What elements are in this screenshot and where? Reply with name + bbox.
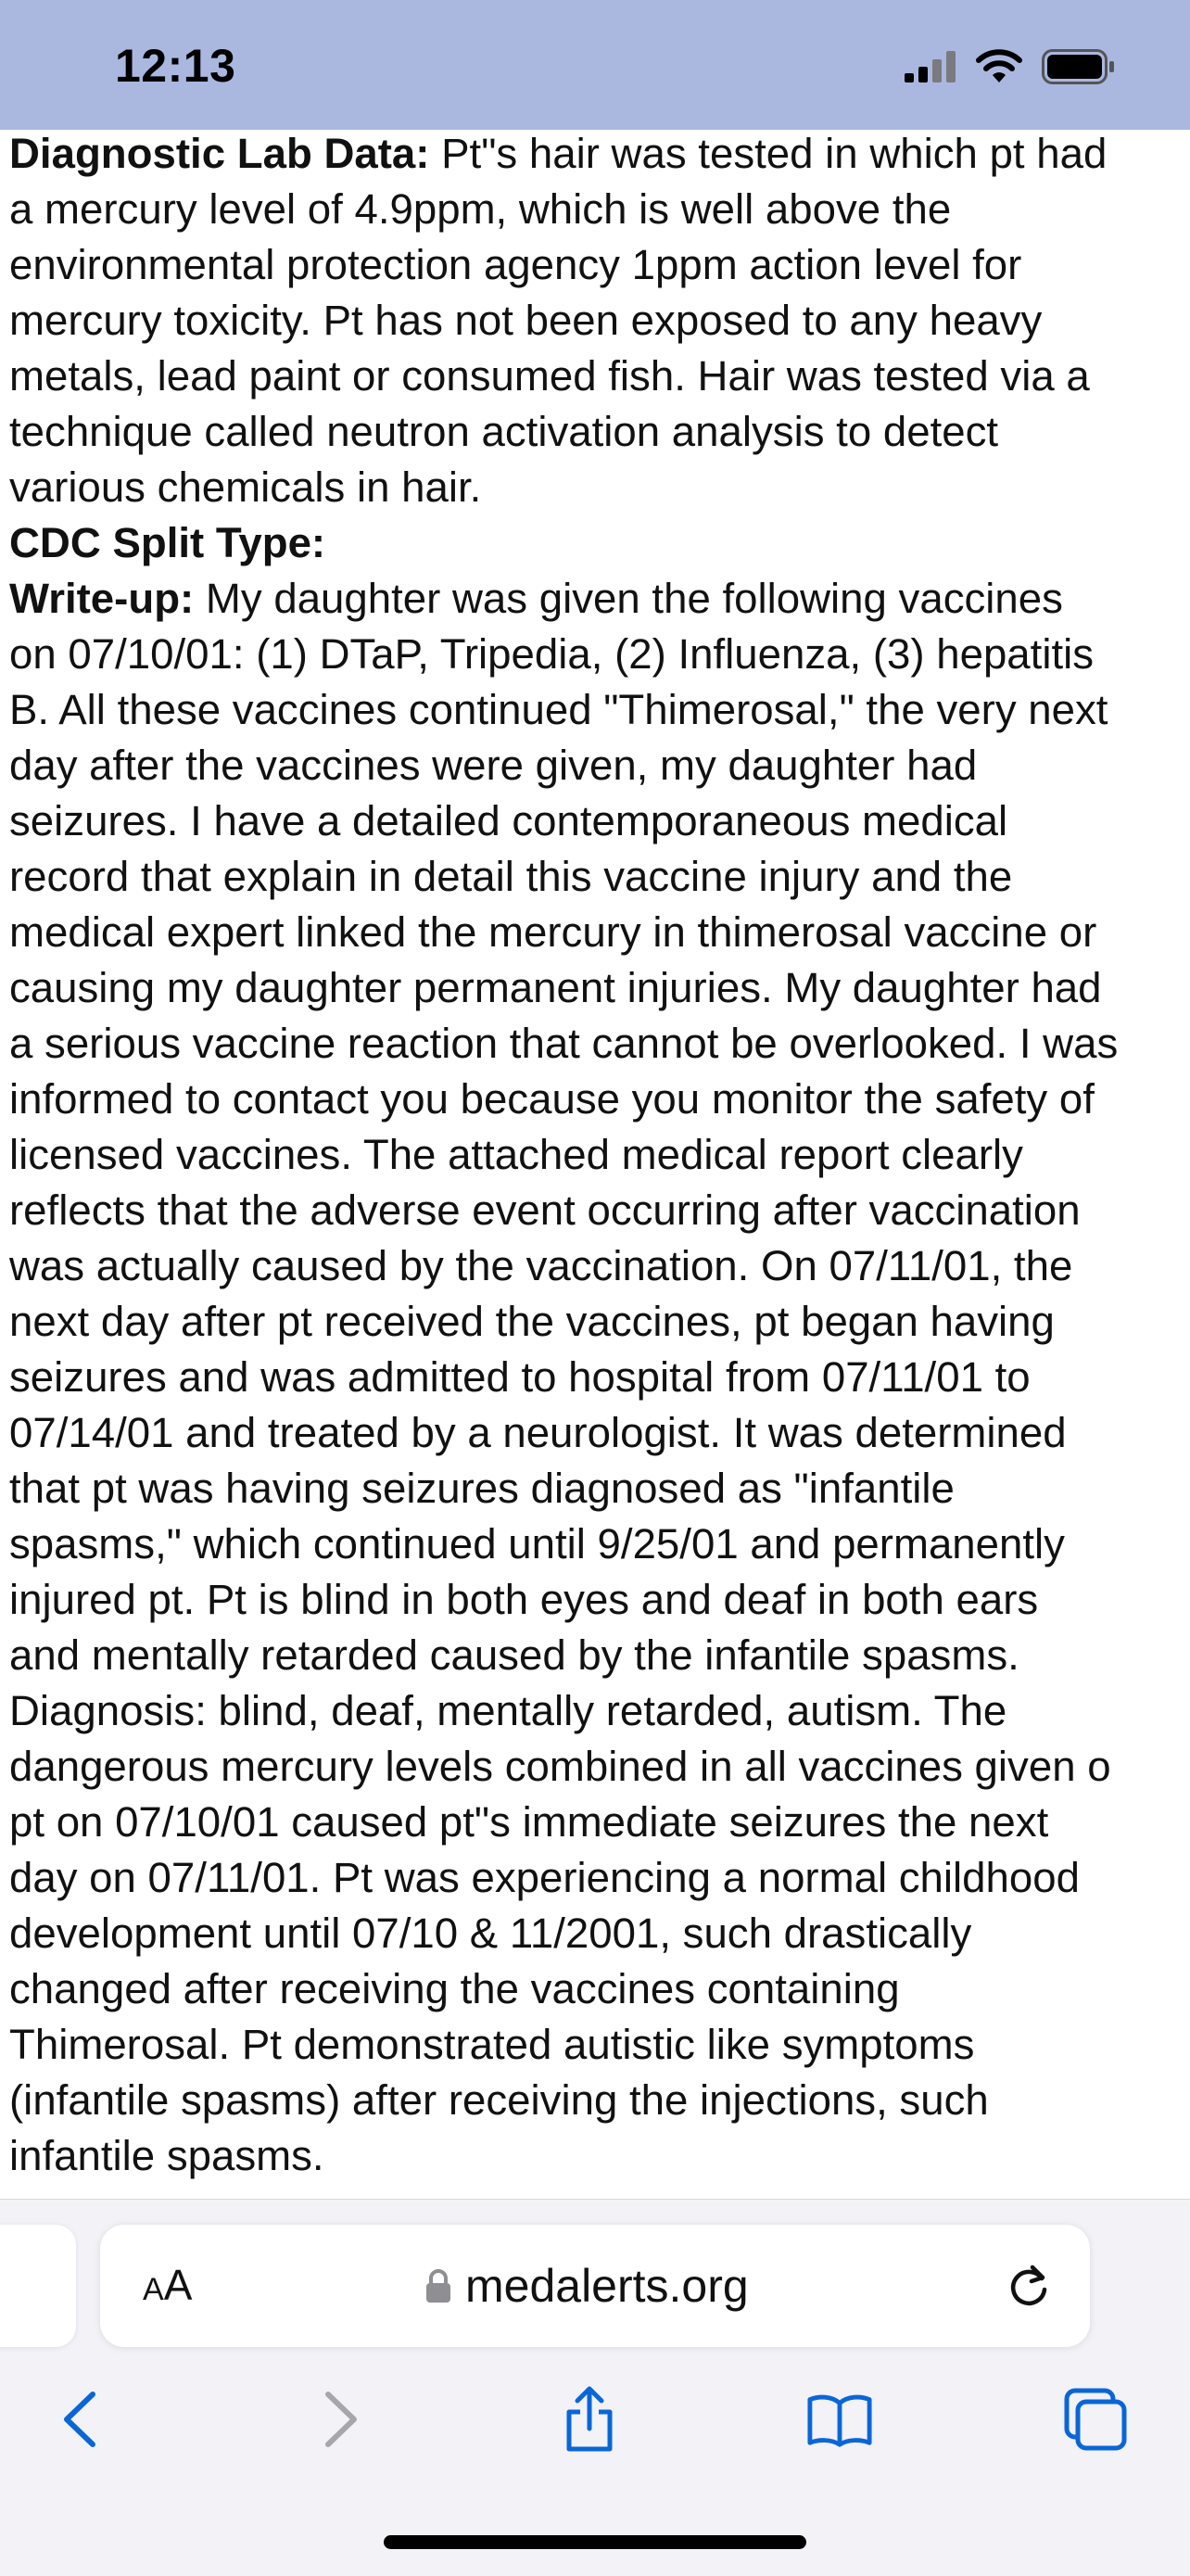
report-line [9, 1238, 1186, 1294]
report-line [9, 237, 1186, 293]
field-text: development until 07/10 & 11/2001, such drastically [9, 1910, 972, 1957]
field-text: injured pt. Pt is blind in both eyes and deaf in both ears [9, 1576, 1039, 1623]
report-line [9, 293, 1186, 349]
report-line [9, 960, 1186, 1016]
signal-icon [905, 51, 956, 82]
address-bar[interactable] [100, 2225, 1090, 2347]
battery-icon [1042, 49, 1116, 84]
field-text: that pt was having seizures diagnosed as "infantile [9, 1465, 955, 1512]
field-text: reflects that the adverse event occurring after vaccination [9, 1186, 1081, 1234]
report-line [9, 1850, 1186, 1906]
report-line [9, 1016, 1186, 1072]
report-line [9, 1405, 1186, 1461]
field-text: dangerous mercury levels combined in all vaccines given o [9, 1743, 1111, 1790]
lock-icon [424, 2268, 452, 2303]
report-line [9, 1516, 1186, 1572]
field-text: was actually caused by the vaccination. On 07/11/01, the [9, 1242, 1073, 1289]
field-text: seizures. I have a detailed contemporaneous medical [9, 797, 1008, 844]
report-line [9, 2073, 1186, 2128]
report-line [9, 1906, 1186, 1961]
report-line [9, 460, 1186, 515]
report-line [9, 1683, 1186, 1739]
field-text: changed after receiving the vaccines containing [9, 1965, 900, 2012]
share-button[interactable] [556, 2386, 623, 2453]
field-text: spasms," which continued until 9/25/01 and permanently [9, 1520, 1065, 1567]
field-text: My daughter was given the following vaccines [194, 575, 1063, 622]
report-line [9, 2128, 1186, 2184]
report-line [9, 1961, 1186, 2017]
report-line [9, 682, 1186, 738]
report-line [9, 1072, 1186, 1127]
url-text: medalerts.org [465, 2260, 749, 2312]
tabs-button[interactable] [1062, 2386, 1129, 2453]
field-text: day after the vaccines were given, my daughter had [9, 742, 978, 789]
report-line [9, 849, 1186, 905]
field-text: causing my daughter permanent injuries. My daughter had [9, 964, 1102, 1011]
report-line [9, 571, 1186, 627]
field-text: record that explain in detail this vaccine injury and the [9, 853, 1013, 900]
share-icon [562, 2386, 617, 2453]
field-text: 07/14/01 and treated by a neurologist. It was determined [9, 1409, 1067, 1456]
report-line [9, 1628, 1186, 1683]
home-indicator[interactable] [384, 2535, 806, 2549]
forward-icon [321, 2391, 361, 2448]
status-icons [905, 44, 1116, 89]
field-text: on 07/10/01: (1) DTaP, Tripedia, (2) Influenza, (3) hepatitis [9, 630, 1095, 678]
tabs-icon [1063, 2387, 1128, 2452]
report-line [9, 182, 1186, 237]
aa-small-letter: A [143, 2272, 164, 2307]
field-text: day on 07/11/01. Pt was experiencing a normal childhood [9, 1854, 1080, 1901]
report-line [9, 1572, 1186, 1628]
field-label: Diagnostic Lab Data: [9, 130, 430, 177]
url-display[interactable] [424, 2258, 749, 2314]
field-text: (infantile spasms) after receiving the injections, such [9, 2076, 989, 2124]
reload-icon[interactable] [1005, 2262, 1053, 2310]
field-text: technique called neutron activation analysis to detect [9, 408, 999, 455]
field-label: Write-up: [9, 575, 195, 622]
field-text: Diagnosis: blind, deaf, mentally retarded, autism. The [9, 1687, 1007, 1734]
field-text: pt on 07/10/01 caused pt"s immediate seizures the next [9, 1798, 1049, 1846]
report-line [9, 1183, 1186, 1238]
report-line [9, 1461, 1186, 1516]
previous-tab-card[interactable] [0, 2225, 76, 2347]
report-line [9, 793, 1186, 849]
vaers-report-text [9, 126, 1186, 2184]
back-icon [59, 2391, 100, 2448]
wifi-icon [975, 49, 1023, 84]
field-text: next day after pt received the vaccines, pt began having [9, 1298, 1055, 1345]
reader-text-size-button[interactable] [143, 2260, 192, 2312]
field-text: a serious vaccine reaction that cannot be overlooked. I was [9, 1020, 1119, 1067]
field-text: Pt"s hair was tested in which pt had [429, 130, 1108, 177]
status-time: 12:13 [115, 40, 236, 92]
status-bar [0, 0, 1190, 130]
field-text: environmental protection agency 1ppm action level for [9, 241, 1022, 288]
field-text: mercury toxicity. Pt has not been exposed to any heavy [9, 297, 1043, 344]
field-text: informed to contact you because you monitor the safety of [9, 1075, 1095, 1123]
field-text: a mercury level of 4.9ppm, which is well above the [9, 185, 952, 233]
field-text: Thimerosal. Pt demonstrated autistic like symptoms [9, 2021, 975, 2068]
report-line [9, 1795, 1186, 1850]
report-line [9, 627, 1186, 682]
report-line [9, 1350, 1186, 1405]
back-button[interactable] [46, 2386, 113, 2453]
report-line [9, 126, 1186, 182]
bookmarks-icon [806, 2392, 873, 2447]
field-text: various chemicals in hair. [9, 463, 482, 511]
bookmarks-button[interactable] [806, 2386, 873, 2453]
report-line [9, 738, 1186, 793]
forward-button[interactable] [308, 2386, 374, 2453]
field-text: and mentally retarded caused by the infantile spasms. [9, 1631, 1019, 1679]
report-line [9, 2017, 1186, 2073]
field-text: medical expert linked the mercury in thimerosal vaccine or [9, 908, 1097, 956]
report-line [9, 1739, 1186, 1795]
report-line [9, 515, 1186, 571]
field-text: infantile spasms. [9, 2132, 324, 2179]
field-text: seizures and was admitted to hospital from 07/11/01 to [9, 1353, 1031, 1401]
report-line [9, 1294, 1186, 1350]
field-text: licensed vaccines. The attached medical report clearly [9, 1131, 1023, 1178]
report-line [9, 349, 1186, 404]
report-line [9, 1127, 1186, 1183]
field-text: metals, lead paint or consumed fish. Hair was tested via a [9, 352, 1090, 400]
field-text: B. All these vaccines continued "Thimerosal," the very next [9, 686, 1108, 733]
field-label: CDC Split Type: [9, 519, 326, 566]
report-line [9, 404, 1186, 460]
report-line [9, 905, 1186, 960]
aa-large-letter: A [163, 2261, 193, 2309]
